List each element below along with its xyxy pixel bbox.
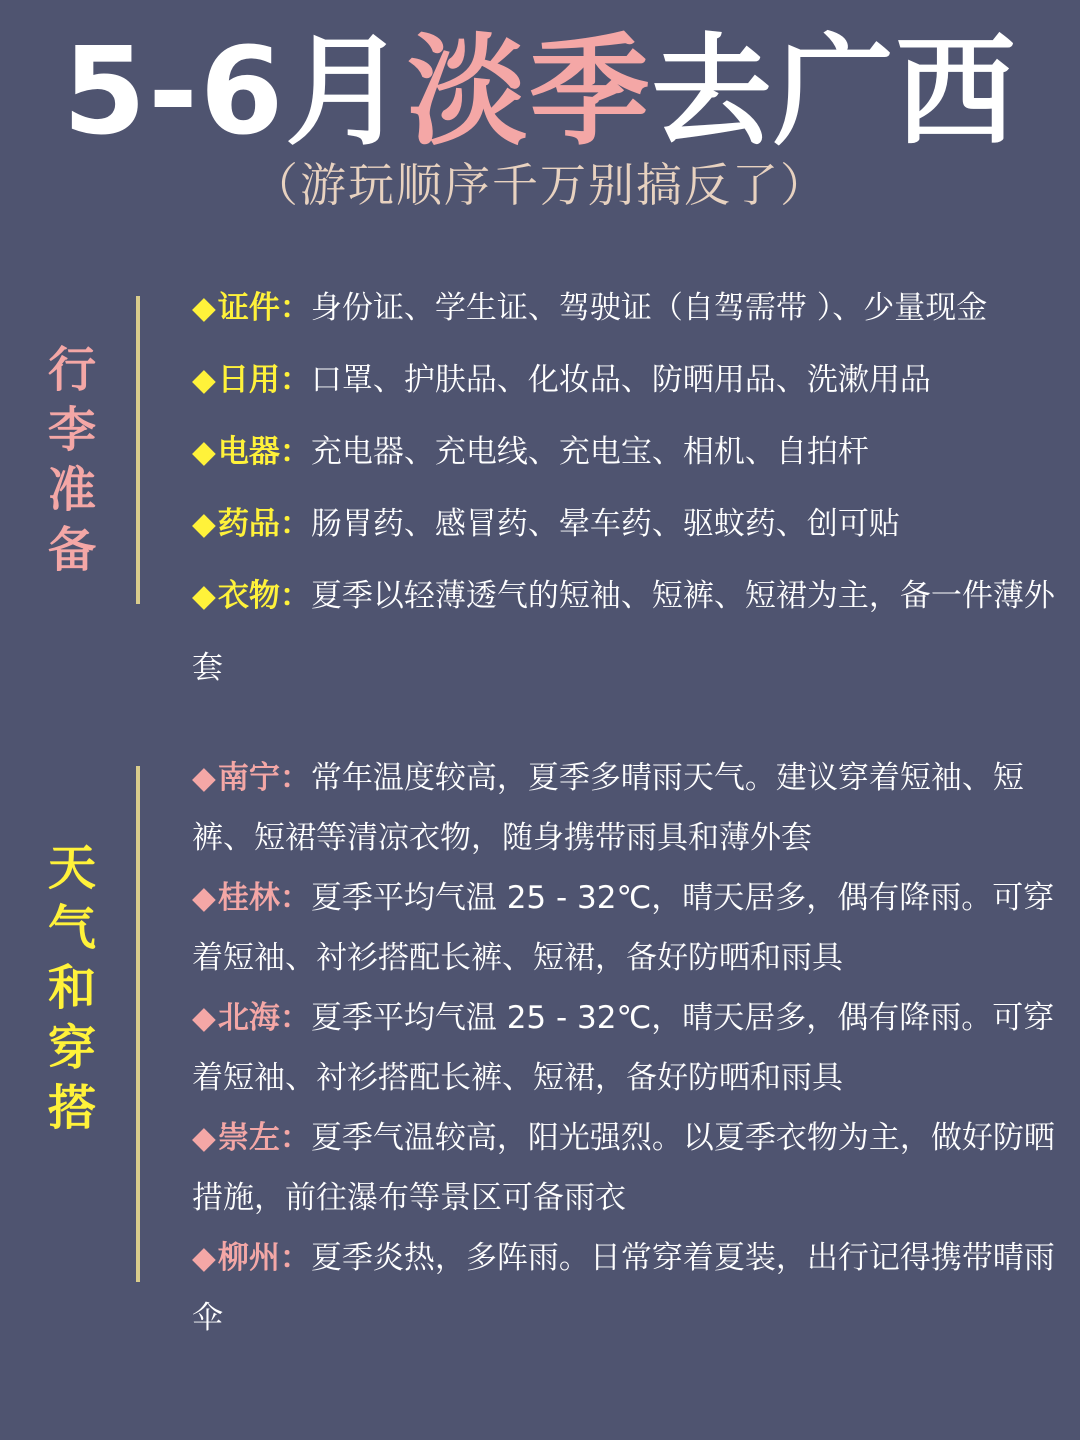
title-prefix: 5-6月 [62, 23, 408, 162]
weather-item-key: ◆桂林： [192, 880, 311, 916]
weather-item-key: ◆柳州： [192, 1240, 311, 1276]
diamond-icon: ◆ [192, 1240, 216, 1276]
packing-item-key: ◆电器： [192, 434, 311, 470]
packing-list [192, 272, 1062, 704]
packing-item-key: ◆药品： [192, 506, 311, 542]
weather-divider-line [136, 766, 140, 1282]
weather-list [192, 748, 1062, 1348]
diamond-icon: ◆ [192, 290, 216, 326]
packing-item [192, 488, 1062, 560]
packing-item [192, 560, 1062, 704]
diamond-icon: ◆ [192, 578, 216, 614]
diamond-icon: ◆ [192, 760, 216, 796]
weather-item [192, 748, 1062, 868]
weather-item-text: 夏季平均气温 25 - 32℃，晴天居多，偶有降雨。可穿着短袖、衬衫搭配长裤、短裙，备好防晒和雨具 [192, 880, 1055, 976]
weather-item [192, 1228, 1062, 1348]
packing-item [192, 272, 1062, 344]
weather-item-text: 夏季平均气温 25 - 32℃，晴天居多，偶有降雨。可穿着短袖、衬衫搭配长裤、短裙，备好防晒和雨具 [192, 1000, 1055, 1096]
packing-item [192, 344, 1062, 416]
weather-item [192, 988, 1062, 1108]
diamond-icon: ◆ [192, 506, 216, 542]
weather-section-label: 天气和穿搭 [47, 840, 96, 1136]
diamond-icon: ◆ [192, 1000, 216, 1036]
packing-item-text: 肠胃药、感冒药、晕车药、驱蚊药、创可贴 [310, 506, 900, 542]
weather-item [192, 868, 1062, 988]
weather-item-text: 夏季气温较高，阳光强烈。以夏季衣物为主，做好防晒措施，前往瀑布等景区可备雨衣 [192, 1120, 1055, 1216]
packing-section-label: 行李准备 [47, 342, 96, 578]
packing-item-text: 身份证、学生证、驾驶证（自驾需带 ）、少量现金 [310, 290, 988, 326]
packing-item-text: 夏季以轻薄透气的短袖、短裤、短裙为主，备一件薄外套 [192, 578, 1055, 686]
packing-item [192, 416, 1062, 488]
title-highlight: 淡季 [407, 23, 652, 162]
diamond-icon: ◆ [192, 434, 216, 470]
packing-item-key: ◆衣物： [192, 578, 311, 614]
packing-item-text: 充电器、充电线、充电宝、相机、自拍杆 [310, 434, 869, 470]
weather-item-text: 夏季炎热，多阵雨。日常穿着夏装，出行记得携带晴雨伞 [192, 1240, 1055, 1336]
weather-item-key: ◆南宁： [192, 760, 311, 796]
page-title [0, 18, 1080, 168]
diamond-icon: ◆ [192, 1120, 216, 1156]
weather-item-text: 常年温度较高，夏季多晴雨天气。建议穿着短袖、短裤、短裙等清凉衣物，随身携带雨具和薄外套 [192, 760, 1024, 856]
weather-item [192, 1108, 1062, 1228]
weather-item-key: ◆崇左： [192, 1120, 311, 1156]
packing-divider-line [136, 296, 140, 604]
diamond-icon: ◆ [192, 880, 216, 916]
weather-item-key: ◆北海： [192, 1000, 311, 1036]
diamond-icon: ◆ [192, 362, 216, 398]
page-subtitle: （游玩顺序千万别搞反了） [252, 158, 828, 212]
packing-item-key: ◆证件： [192, 290, 311, 326]
packing-item-text: 口罩、护肤品、化妆品、防晒用品、洗漱用品 [310, 362, 931, 398]
title-suffix: 去广西 [651, 23, 1018, 162]
packing-item-key: ◆日用： [192, 362, 311, 398]
